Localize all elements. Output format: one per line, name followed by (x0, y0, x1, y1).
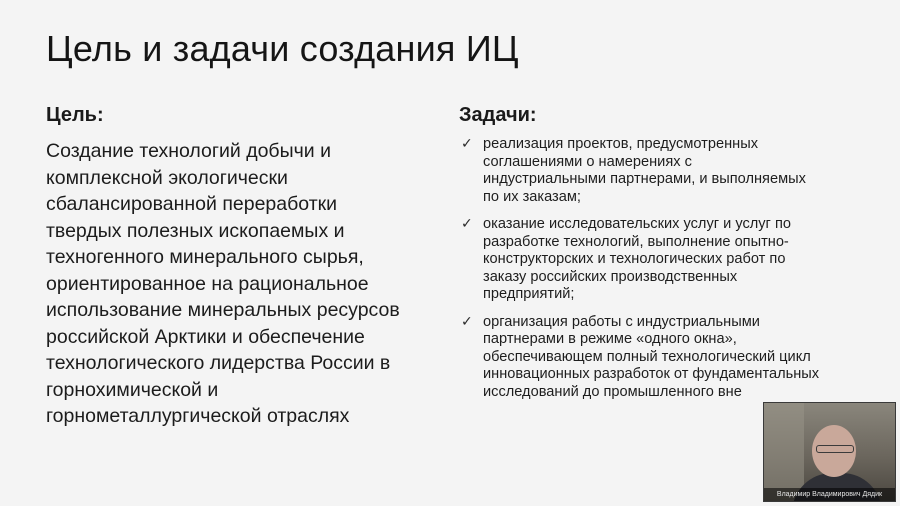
goal-line: использование минеральных ресурсов (46, 299, 400, 321)
task-line: заказу российских производственных (483, 268, 738, 285)
goal-line: твердых полезных ископаемых и (46, 219, 345, 242)
slide-title: Цель и задачи создания ИЦ (46, 28, 519, 69)
goal-line: техногенного минерального сырья, (46, 246, 364, 268)
tasks-list (459, 136, 859, 411)
task-line: партнерами в режиме «одного окна», (483, 331, 737, 347)
checkmark-icon: ✓ (461, 216, 473, 232)
goal-line: Создание технологий добычи и (46, 140, 331, 162)
task-line: организация работы с индустриальными (483, 313, 760, 330)
goal-text (46, 138, 436, 430)
checkmark-icon: ✓ (461, 313, 473, 330)
task-line: разработке технологий, выполнение опытно- (483, 233, 789, 250)
task-line: конструкторских и технологических работ по (483, 251, 786, 267)
goal-line: комплексной экологически (46, 166, 288, 189)
goal-line: российской Арктики и обеспечение (46, 325, 365, 348)
goal-line: горнохимической и (46, 378, 219, 401)
task-line: по их заказам; (483, 188, 581, 205)
task-line: индустриальными партнерами, и выполняемых (483, 171, 806, 187)
goal-line: сбалансированной переработки (46, 193, 338, 215)
tasks-heading: Задачи: (459, 104, 537, 126)
task-line: оказание исследовательских услуг и услуг по (483, 216, 791, 232)
task-item (459, 314, 859, 402)
task-line: реализация проектов, предусмотренных (483, 136, 759, 152)
video-wall (764, 403, 804, 501)
task-line: инновационных разработок от фундаментальных (483, 366, 820, 382)
participant-name-label: Владимир Владимирович Дядик (764, 488, 895, 501)
task-item (459, 136, 859, 206)
task-line: соглашениями о намерениях с (483, 153, 692, 170)
goal-line: горнометаллургической отраслях (46, 405, 350, 427)
goal-line: технологического лидерства России в (46, 352, 391, 374)
task-line: обеспечивающем полный технологический цикл (483, 348, 811, 365)
task-item (459, 216, 859, 304)
participant-video-tile[interactable] (763, 402, 896, 502)
goal-heading: Цель: (46, 104, 104, 126)
checkmark-icon: ✓ (461, 136, 473, 152)
task-line: предприятий; (483, 286, 575, 302)
goal-line: ориентированное на рациональное (46, 272, 369, 295)
participant-glasses (816, 445, 854, 453)
task-line: исследований до промышленного вне (483, 383, 742, 400)
